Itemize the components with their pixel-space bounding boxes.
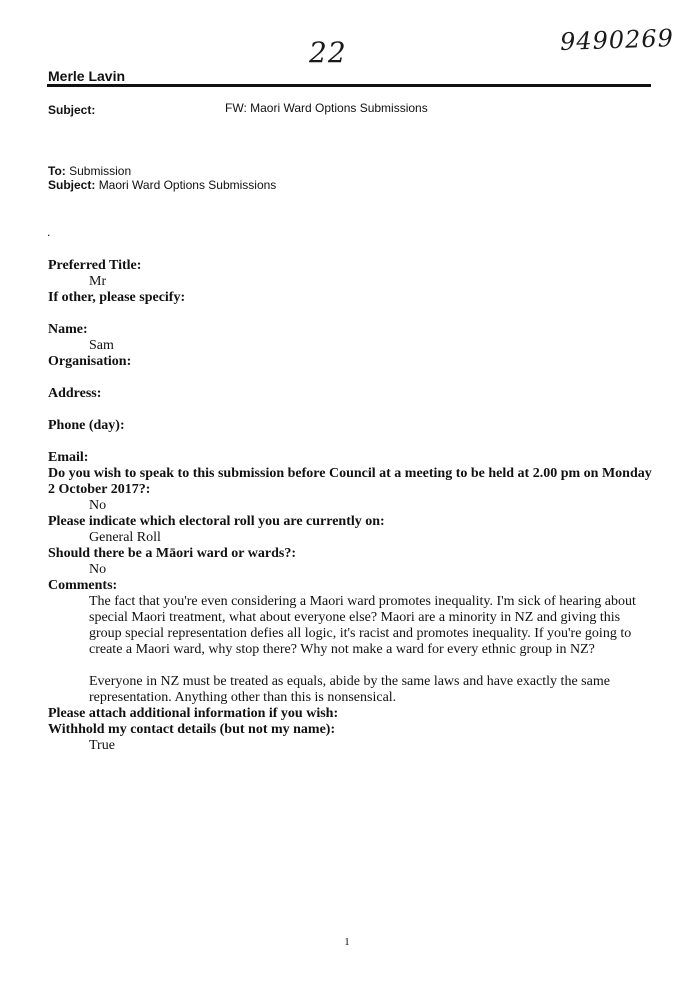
electoral-roll-label: Please indicate which electoral roll you are currently on: [48,514,385,529]
comments-paragraph-2: Everyone in NZ must be treated as equals, abide by the same laws and have exactly the same representation. Anything other than this is nonsensical. [89,674,610,705]
address-label: Address: [48,386,102,401]
header-rule [47,84,651,87]
forward-subject-line [48,178,276,192]
submission-form [48,258,658,754]
comments-label: Comments: [48,578,118,593]
speak-question-label: Do you wish to speak to this submission before Council at a meeting to be held at 2.00 pm on Monday 2 October 2017?: [48,466,652,497]
forward-subject-value: Maori Ward Options Submissions [98,178,277,192]
to-line [48,164,131,178]
electoral-roll-value: General Roll [89,530,161,545]
organisation-label: Organisation: [48,354,132,369]
preferred-title-label: Preferred Title: [48,258,142,273]
name-value: Sam [89,338,114,353]
other-title-label: If other, please specify: [48,290,186,305]
maori-ward-answer-value: No [89,562,107,577]
withhold-details-value: True [89,738,115,753]
speak-answer-value: No [89,498,107,513]
forward-subject-label: Subject: [48,178,96,192]
preferred-title-value: Mr [89,274,107,289]
handwritten-page-number: 22 [309,36,347,69]
subject-label: Subject: [48,103,96,117]
to-value: Submission [69,164,132,178]
phone-label: Phone (day): [48,418,125,433]
name-label: Name: [48,322,88,337]
withhold-details-label: Withhold my contact details (but not my name): [48,722,336,737]
page-number: 1 [344,936,350,948]
attach-info-label: Please attach additional information if you wish: [48,706,339,721]
comments-paragraph-1: The fact that you're even considering a Maori ward promotes inequality. I'm sick of hearing about special Maori treatment, what about everyone else? Maori are a minority in NZ and giving this group special representation defies all logic, it's racist and promotes inequality. If you're going to create a Maori ward, why stop there? Why not make a ward for every ethnic group in NZ? [89,594,636,657]
handwritten-reference-number: 9490269 [559,24,675,56]
subject-value: FW: Maori Ward Options Submissions [225,101,428,115]
maori-ward-question-label: Should there be a Māori ward or wards?: [48,546,296,561]
email-label: Email: [48,450,89,465]
separator-dot: . [47,225,51,239]
to-label: To: [48,164,66,178]
email-sender: Merle Lavin [48,68,126,84]
